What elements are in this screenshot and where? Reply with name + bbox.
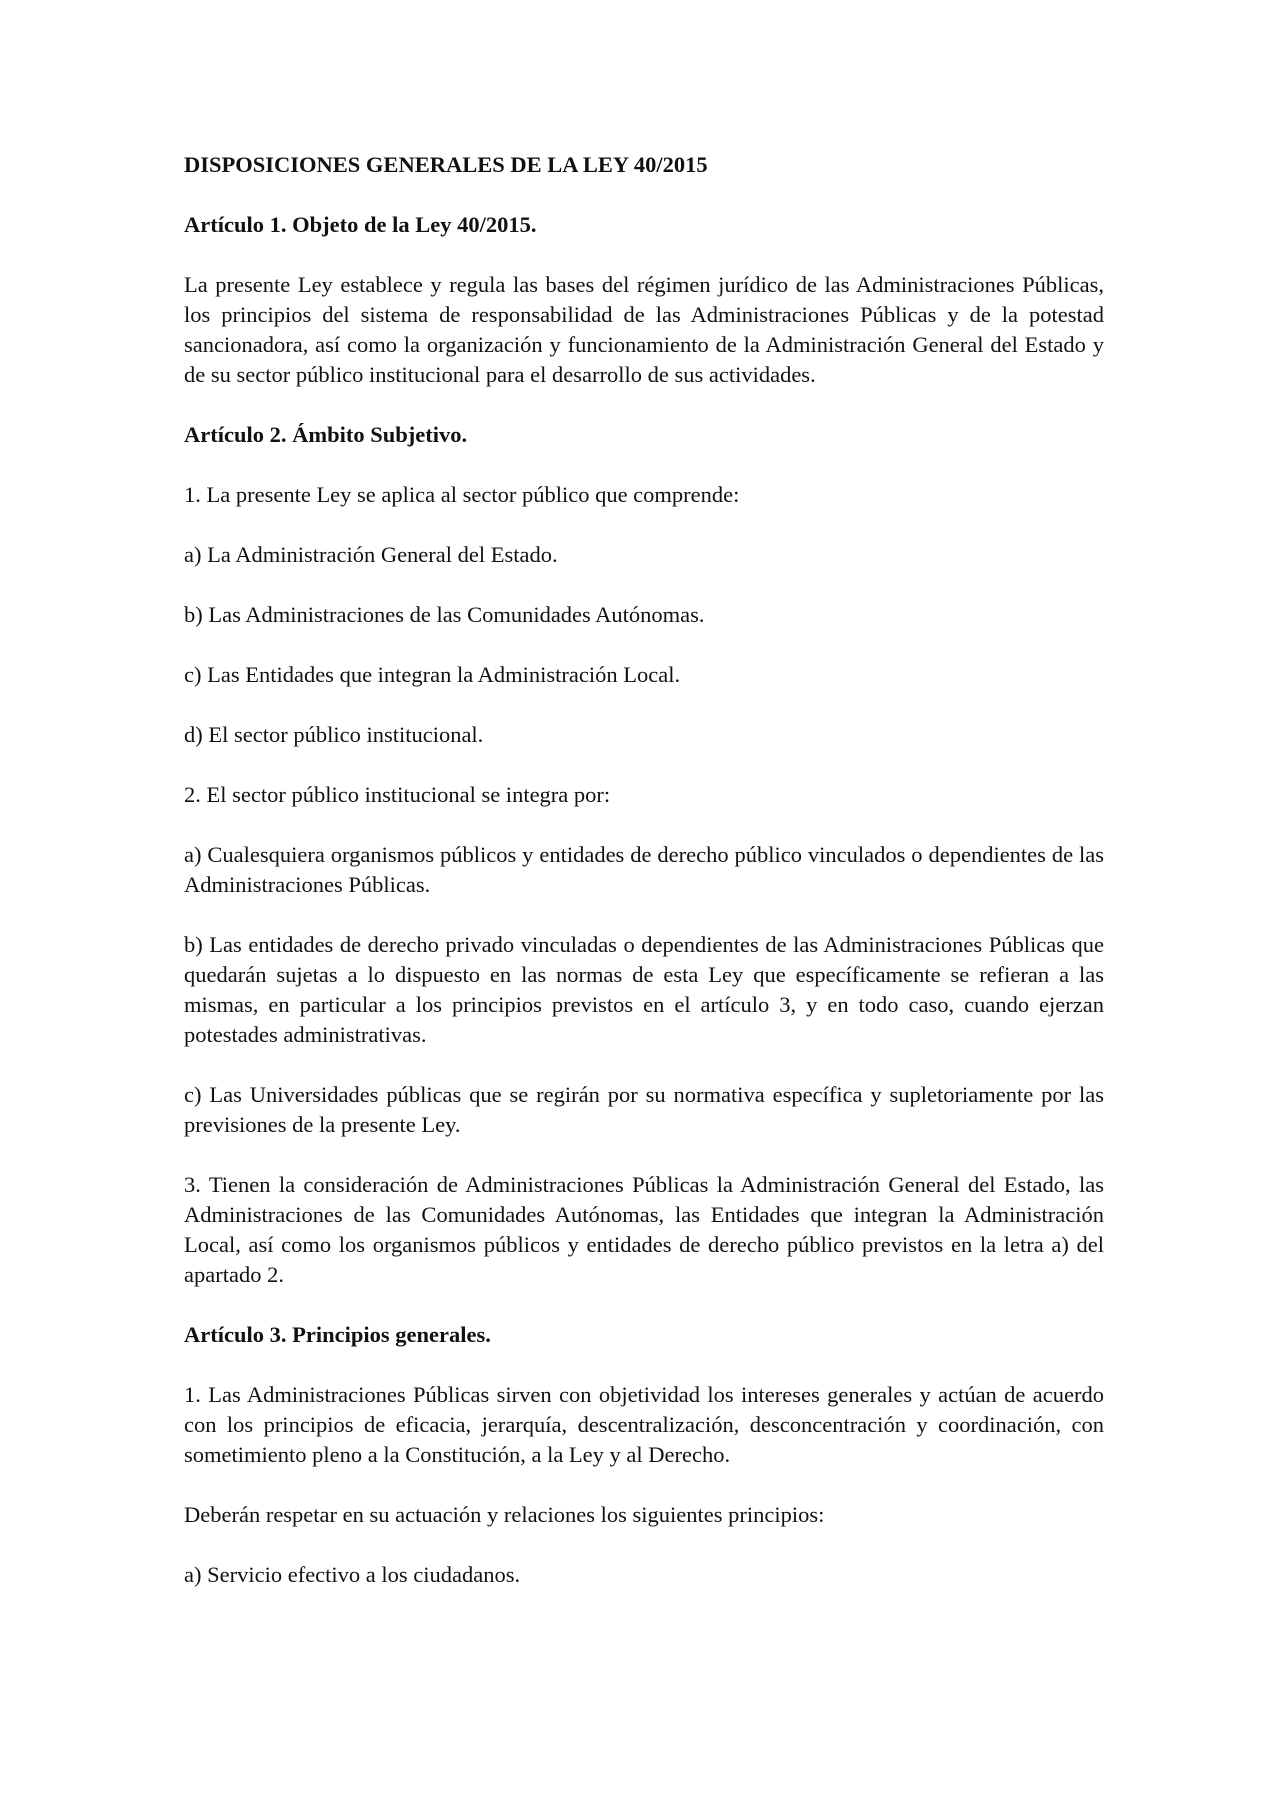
article-1-body: La presente Ley establece y regula las bases del régimen jurídico de las Administraciones Públicas, los principios del sistema de responsabilidad de las Administraciones Públicas y de la potestad sancionadora, así como la organización y funcionamiento de la Administración General del Estado y de su sector público institucional para el desarrollo de sus actividades. — [184, 272, 1104, 387]
article-2-section-2: 2. El sector público institucional se integra por: — [184, 782, 611, 807]
article-3-section-1: 1. Las Administraciones Públicas sirven con objetividad los intereses generales y actúan de acuerdo con los principios de eficacia, jerarquía, descentralización, desconcentración y coordinación, con sometimiento pleno a la Constitución, a la Ley y al Derecho. — [184, 1382, 1104, 1467]
document-title: DISPOSICIONES GENERALES DE LA LEY 40/2015 — [184, 152, 708, 177]
article-2-section-2-item-b: b) Las entidades de derecho privado vinculadas o dependientes de las Administraciones Públicas que quedarán sujetas a lo dispuesto en las normas de esta Ley que específicamente se refieran a las mismas, en particular a los principios previstos en el artículo 3, y en todo caso, cuando ejerzan potestades administrativas. — [184, 932, 1104, 1047]
article-2-section-1-item-d: d) El sector público institucional. — [184, 722, 484, 747]
document-page — [184, 150, 1104, 1620]
article-3-heading: Artículo 3. Principios generales. — [184, 1322, 491, 1347]
article-2-section-1-item-b: b) Las Administraciones de las Comunidades Autónomas. — [184, 602, 705, 627]
article-2-section-1-item-c: c) Las Entidades que integran la Administración Local. — [184, 662, 681, 687]
article-1-heading: Artículo 1. Objeto de la Ley 40/2015. — [184, 212, 537, 237]
article-3-principle-a: a) Servicio efectivo a los ciudadanos. — [184, 1562, 521, 1587]
article-2-section-1: 1. La presente Ley se aplica al sector público que comprende: — [184, 482, 740, 507]
article-2-section-3: 3. Tienen la consideración de Administraciones Públicas la Administración General del Estado, las Administraciones de las Comunidades Autónomas, las Entidades que integran la Administración Local, así como los organismos públicos y entidades de derecho público previstos en la letra a) del apartado 2. — [184, 1172, 1104, 1287]
article-3-principles-intro: Deberán respetar en su actuación y relaciones los siguientes principios: — [184, 1502, 825, 1527]
article-2-section-1-item-a: a) La Administración General del Estado. — [184, 542, 558, 567]
article-2-heading: Artículo 2. Ámbito Subjetivo. — [184, 422, 468, 447]
article-2-section-2-item-a: a) Cualesquiera organismos públicos y entidades de derecho público vinculados o dependientes de las Administraciones Públicas. — [184, 842, 1104, 897]
article-2-section-2-item-c: c) Las Universidades públicas que se regirán por su normativa específica y supletoriamente por las previsiones de la presente Ley. — [184, 1082, 1104, 1137]
